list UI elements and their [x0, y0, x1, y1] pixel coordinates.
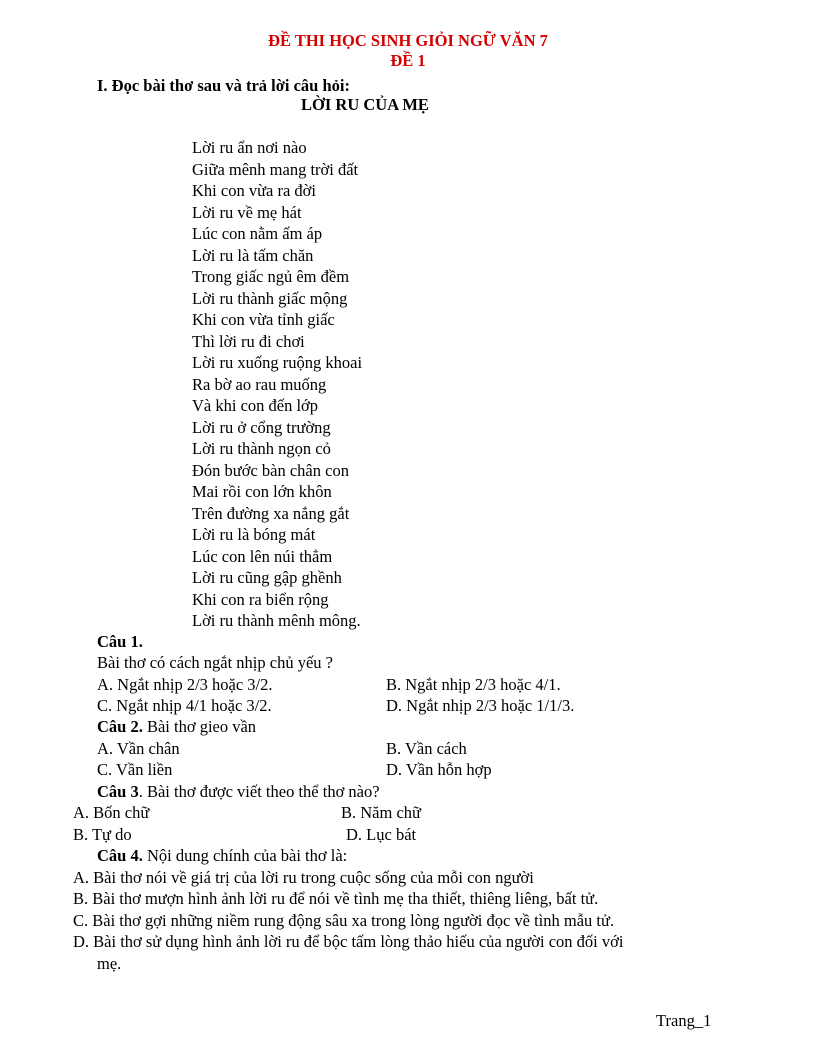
question-3-option-c: B. Tự do: [73, 825, 132, 844]
question-4-option-d: D. Bài thơ sử dụng hình ảnh lời ru để bộc tấm lòng thảo hiếu của người con đối với: [73, 932, 624, 951]
poem-line: Và khi con đến lớp: [192, 396, 319, 415]
question-4-option-a: A. Bài thơ nói về giá trị của lời ru trong cuộc sống của mỗi con người: [73, 868, 534, 887]
poem-line: Lời ru ẩn nơi nào: [192, 138, 307, 157]
poem-line: Lời ru thành mênh mông.: [192, 611, 361, 630]
poem-line: Giữa mênh mang trời đất: [192, 159, 359, 179]
question-2: [97, 717, 256, 737]
poem-line: Khi con ra biển rộng: [192, 589, 329, 609]
poem-line: Mai rồi con lớn khôn: [192, 482, 332, 501]
question-3: [97, 782, 380, 802]
exam-title: ĐỀ THI HỌC SINH GIỎI NGỮ VĂN 7: [268, 31, 548, 50]
question-1-option-d: D. Ngắt nhịp 2/3 hoặc 1/1/3.: [386, 696, 575, 715]
poem-line: Khi con vừa ra đời: [192, 181, 316, 200]
question-3-option-a: A. Bốn chữ: [73, 803, 150, 822]
question-1-option-b: B. Ngắt nhịp 2/3 hoặc 4/1.: [386, 675, 561, 694]
poem-line: Khi con vừa tỉnh giấc: [192, 310, 335, 329]
question-2-option-a: A. Vần chân: [97, 739, 180, 758]
poem-line: Lúc con lên núi thẳm: [192, 546, 333, 566]
question-2-option-c: C. Vần liền: [97, 760, 173, 779]
poem-line: Ra bờ ao rau muống: [192, 374, 327, 394]
question-2-option-d: D. Vần hỗn hợp: [386, 760, 492, 779]
poem-line: Lời ru thành ngọn cỏ: [192, 439, 331, 458]
poem-line: Thì lời ru đi chơi: [192, 331, 305, 351]
question-4-label: Câu 4.: [97, 846, 143, 865]
poem-line: Lời ru về mẹ hát: [192, 202, 302, 222]
exam-number: ĐỀ 1: [390, 51, 426, 70]
question-1-text: Bài thơ có cách ngắt nhịp chủ yếu ?: [97, 653, 333, 672]
poem-line: Lời ru xuống ruộng khoai: [192, 353, 363, 372]
question-3-option-b: B. Năm chữ: [341, 803, 421, 822]
question-1-option-a: A. Ngắt nhịp 2/3 hoặc 3/2.: [97, 675, 273, 694]
question-1-label: Câu 1.: [97, 632, 143, 651]
poem-title: LỜI RU CỦA MẸ: [301, 95, 429, 114]
question-3-label: Câu 3: [97, 782, 139, 801]
poem-line: Lời ru là bóng mát: [192, 525, 316, 544]
poem-line: Lúc con nằm ấm áp: [192, 224, 323, 243]
question-2-option-b: B. Vần cách: [386, 739, 467, 758]
question-4-option-d-continued: mẹ.: [97, 954, 122, 973]
poem-line: Đón bước bàn chân con: [192, 460, 349, 480]
poem-line: Lời ru cũng gập ghềnh: [192, 568, 342, 587]
question-1-option-c: C. Ngắt nhịp 4/1 hoặc 3/2.: [97, 696, 272, 715]
page-number: Trang_1: [656, 1011, 712, 1030]
question-2-text: Bài thơ gieo vần: [142, 717, 257, 736]
question-3-text: . Bài thơ được viết theo thể thơ nào?: [138, 782, 380, 801]
question-4-option-b: B. Bài thơ mượn hình ảnh lời ru để nói về tình mẹ tha thiết, thiêng liêng, bất tử.: [73, 889, 599, 908]
poem-line: Trên đường xa nắng gắt: [192, 503, 350, 523]
question-2-label: Câu 2.: [97, 717, 143, 736]
section-heading: I. Đọc bài thơ sau và trả lời câu hỏi:: [97, 76, 350, 95]
poem-line: Lời ru thành giấc mộng: [192, 288, 348, 308]
poem-line: Trong giấc ngủ êm đềm: [192, 267, 350, 286]
poem-line: Lời ru là tấm chăn: [192, 245, 314, 265]
question-4: [97, 846, 347, 866]
question-3-option-d: D. Lục bát: [346, 825, 417, 844]
question-4-text: Nội dung chính của bài thơ là:: [142, 846, 348, 865]
poem-line: Lời ru ở cổng trường: [192, 417, 331, 437]
question-4-option-c: C. Bài thơ gợi những niềm rung động sâu xa trong lòng người đọc về tình mẫu tử.: [73, 911, 615, 930]
